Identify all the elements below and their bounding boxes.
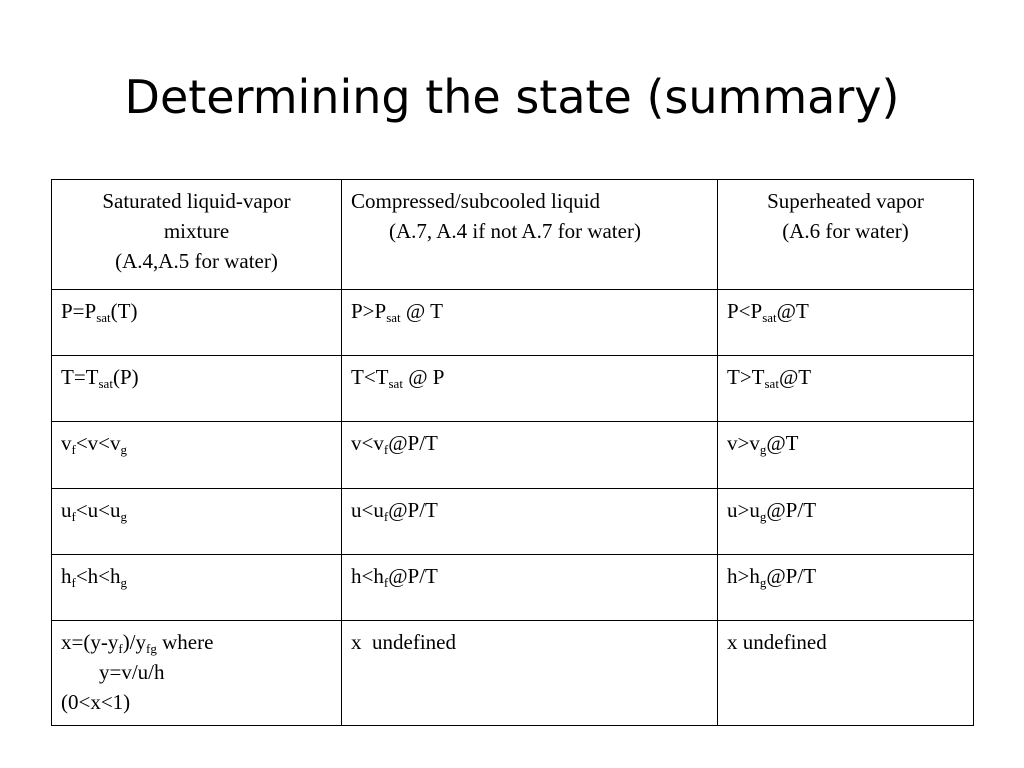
- header-superheated-vapor: Superheated vapor (A.6 for water): [718, 180, 974, 290]
- cell-saturated-temperature: $T=T_{sat}(P)$: [52, 356, 342, 422]
- table-row-internal-energy: [52, 488, 974, 554]
- cell-saturated-volume: $v_f<v<v_g$: [52, 422, 342, 488]
- cell-superheated-energy: $u>u_g@P/T$: [718, 488, 974, 554]
- table-row-temperature: [52, 356, 974, 422]
- cell-saturated-enthalpy: $h_f<h<h_g$: [52, 554, 342, 620]
- cell-superheated-volume: $v>v_g@T$: [718, 422, 974, 488]
- table-header-row: [52, 180, 974, 290]
- cell-saturated-quality: $x=(y-y_f)/y_{fg}$ where y=v/u/h (0<x<1): [52, 620, 342, 725]
- table-row-specific-volume: [52, 422, 974, 488]
- table-row-pressure: [52, 290, 974, 356]
- cell-compressed-volume: $v<v_f@P/T$: [342, 422, 718, 488]
- cell-compressed-enthalpy: $h<h_f@P/T$: [342, 554, 718, 620]
- header-saturated-mixture: Saturated liquid-vapor mixture (A.4,A.5 for water): [52, 180, 342, 290]
- header-compressed-liquid: Compressed/subcooled liquid (A.7, A.4 if not A.7 for water): [342, 180, 718, 290]
- cell-saturated-energy: $u_f<u<u_g$: [52, 488, 342, 554]
- cell-compressed-pressure: $P>P_{sat}$ @ T: [342, 290, 718, 356]
- slide-title: Determining the state (summary): [124, 70, 900, 124]
- cell-compressed-quality: x undefined: [342, 620, 718, 725]
- cell-compressed-energy: $u<u_f@P/T$: [342, 488, 718, 554]
- cell-superheated-temperature: $T>T_{sat}@T$: [718, 356, 974, 422]
- cell-saturated-pressure: $P=P_{sat}(T)$: [52, 290, 342, 356]
- table-row-quality: [52, 620, 974, 725]
- table-row-enthalpy: [52, 554, 974, 620]
- cell-compressed-temperature: $T<T_{sat}$ @ P: [342, 356, 718, 422]
- cell-superheated-enthalpy: $h>h_g@P/T$: [718, 554, 974, 620]
- cell-superheated-quality: x undefined: [718, 620, 974, 725]
- state-summary-table: [51, 179, 974, 726]
- cell-superheated-pressure: $P<P_{sat}@T$: [718, 290, 974, 356]
